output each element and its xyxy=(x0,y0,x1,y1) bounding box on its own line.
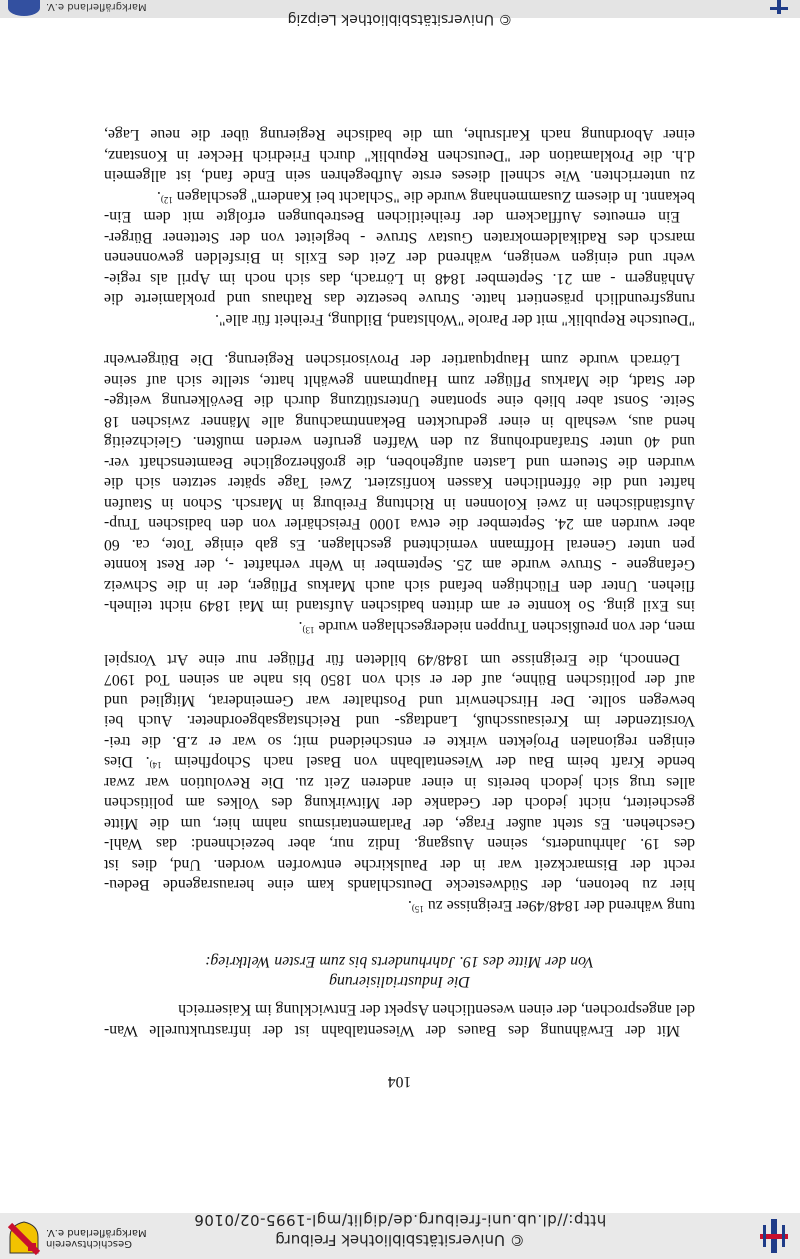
text-line: pen unter General Hoffmann vernichtend geschlagen. Es gab einige Tote, ca. 60 xyxy=(104,536,695,553)
crest-icon xyxy=(8,0,40,16)
text-line: hend aus, weshalb in einer gedruckten Bekanntmachung alle Männer zwischen 18 xyxy=(104,413,695,430)
text-line: wurden die Steuern und Lasten aufgehoben, die großherzogliche Beamtenschaft ver- xyxy=(104,454,695,471)
paragraph-1 xyxy=(104,124,695,206)
text-line: einigen regionalen Projekten wirkte er entscheidend mit; so war er z.B. die trei- xyxy=(104,733,695,750)
text-line: auf der politischen Bühne, auf der er sich von 1850 bis nahe an seinen Tod 1907 xyxy=(104,671,695,689)
paragraph-3 xyxy=(104,349,695,636)
text-line: tung während der 1848/49er Ereignisse zu $^{15)}$. xyxy=(407,897,695,914)
society-logo xyxy=(8,1219,147,1255)
text-line: Dennoch, die Ereignisse um 1848/49 bildeten für Pflüger nur eine Art Vorspiel xyxy=(104,651,680,668)
text-line: bewegen sollte. Der Hirschenwirt und Posthalter war Gemeinderat, Mitglied und xyxy=(104,692,695,709)
ub-leipzig-logo-icon xyxy=(770,0,788,14)
text-line: aber wurden am 24. September die etwa 1000 Freischärler von den badischen Trup- xyxy=(104,515,695,533)
document-url-link[interactable]: http://dl.ub.uni-freiburg.de/diglit/mgl-1995-02/0106 xyxy=(193,1211,607,1229)
text-line: zu unterrichten. Wie schnell dieses erste Aufbegehren sein Ende fand, ist allgemein xyxy=(104,167,695,185)
text-line: recht der Bismarckzeit war in der Paulskirche entworfen worden. Und, dies ist xyxy=(104,856,695,873)
text-line: bende Kraft beim Bau der Wiesentalbahn von Basel nach Schopfheim $^{14)}$. Dies xyxy=(103,753,695,771)
text-line: haftet und die öffentlichen Kassen konfisziert. Zwei Tage später setzten sich die xyxy=(104,474,695,492)
footnote-ref: 15) xyxy=(411,904,424,914)
text-line: Ein erneutes Aufflackern der freiheitlichen Bestrebungen erfolgte mit dem Ein- xyxy=(104,208,680,226)
text-line: des 19. Jahrhunderts, seinen Ausgang. Indiz nur, aber bezeichnend: das Wahl- xyxy=(104,835,695,853)
section-heading-subtitle: Die Industrialisierung xyxy=(329,973,470,990)
text-line: bekannt. In diesem Zusammenhang wurde die "Schlacht bei Kandern" geschlagen $^{12)}$. xyxy=(156,188,695,205)
footnote-ref: 12) xyxy=(160,195,173,205)
text-line: "Deutsche Republik" mit der Parole "Wohlstand, Bildung, Freiheit für alle". xyxy=(215,311,695,328)
text-line: rungsfreundlich präsentiert hatte. Struve besetzte das Rathaus und proklamierte die xyxy=(104,290,695,308)
text-line: einer Abordnung nach Karlsruhe, um die badische Regierung über die neue Lage, xyxy=(104,126,695,144)
text-line: hier zu betonen, der Südwestecke Deutschlands kam eine herausragende Bedeu- xyxy=(104,876,695,894)
text-line: Mit der Erwähnung des Baues der Wiesentalbahn ist der infrastrukturelle Wan- xyxy=(104,1022,680,1039)
text-line: der Stadt, die Markus Pflüger zum Hauptmann gewählt hatte, stellte sich auf seine xyxy=(104,372,695,389)
text-line: Gefangene - Struve wurde am 25. September in Wehr verhaftet -, der Rest konnte xyxy=(104,556,695,574)
text-line: Aufständischen in zwei Kolonnen in Richtung Freiburg in Marsch. Schon in Staufen xyxy=(104,495,695,512)
text-line: marsch des Radikaldemokraten Gustav Struve - begleitet von der Stettener Bürger- xyxy=(104,229,695,246)
society-name: Geschichtsverein Markgräflerland e.V. xyxy=(46,1227,147,1249)
text-line: Lörrach wurde zum Hauptquartier der Provisorischen Regierung. Die Bürgerwehr xyxy=(104,351,680,369)
text-line: Geschehen. Es steht außer Frage, der Parlamentarismus nahm hier, um die Mitte xyxy=(104,815,695,832)
text-line: Anhängern - am 21. September 1848 in Lörrach, das sich noch im April als regie- xyxy=(104,270,695,287)
paragraph-5 xyxy=(104,999,695,1040)
crest-icon xyxy=(8,1221,40,1255)
paragraph-2 xyxy=(104,206,695,329)
page-number: 104 xyxy=(387,1073,412,1090)
footnote-ref: 13) xyxy=(302,625,315,635)
section-heading: Von der Mitte des 19. Jahrhunderts bis zum Ersten Weltkrieg: xyxy=(205,953,594,970)
footnote-ref: 14) xyxy=(149,760,162,771)
footer-copyright: © Universitätsbibliothek Leipzig xyxy=(287,11,513,27)
footer-society: Markgräflerland e.V. xyxy=(46,1,147,12)
text-line: d.h. die Proklamation der "Deutschen Republik" durch Friedrich Hecker in Konstanz, xyxy=(104,147,695,164)
text-line: men, der von preußischen Truppen niedergeschlagen wurde $^{13)}$. xyxy=(298,618,695,635)
text-line: wehr und einigen wenigen, während der Zeit des Exils in Birsfelden gewonnenen xyxy=(104,249,695,267)
text-line: Seite. Sonst aber blieb eine spontane Unterstützung durch die Bevölkerung weitge- xyxy=(104,392,695,410)
text-line: del angesprochen, der einen wesentlichen Aspekt der Entwicklung im Kaiserreich xyxy=(178,1001,695,1019)
text-line: Vorsitzender im Kreisausschuß, Landtags- und Reichstagsabgeordneter. Auch bei xyxy=(104,712,695,730)
text-line: gescheitert, nicht jedoch der Gedanke der Mitwirkung des Volkes am politischen xyxy=(104,794,695,812)
text-line: fliehen. Unter den Flüchtigen befand sich auch Markus Pflüger, der in die Schweiz xyxy=(104,577,695,594)
text-line: ins Exil ging. So konnte er am dritten badischen Aufstand im Mai 1849 nicht teilneh- xyxy=(104,597,695,615)
text-line: alles trug sich jedoch bereits in einer anderen Zeit zu. Die Revolution war zwar xyxy=(104,774,695,791)
paragraph-4 xyxy=(104,649,695,916)
copyright-line: © Universitätsbibliothek Freiburg xyxy=(275,1231,525,1249)
header-bar xyxy=(0,1213,800,1259)
text-line: und 40 unter Strafandrohung zu den Waffen gerufen werden mußten. Gleichzeitig xyxy=(104,433,695,451)
